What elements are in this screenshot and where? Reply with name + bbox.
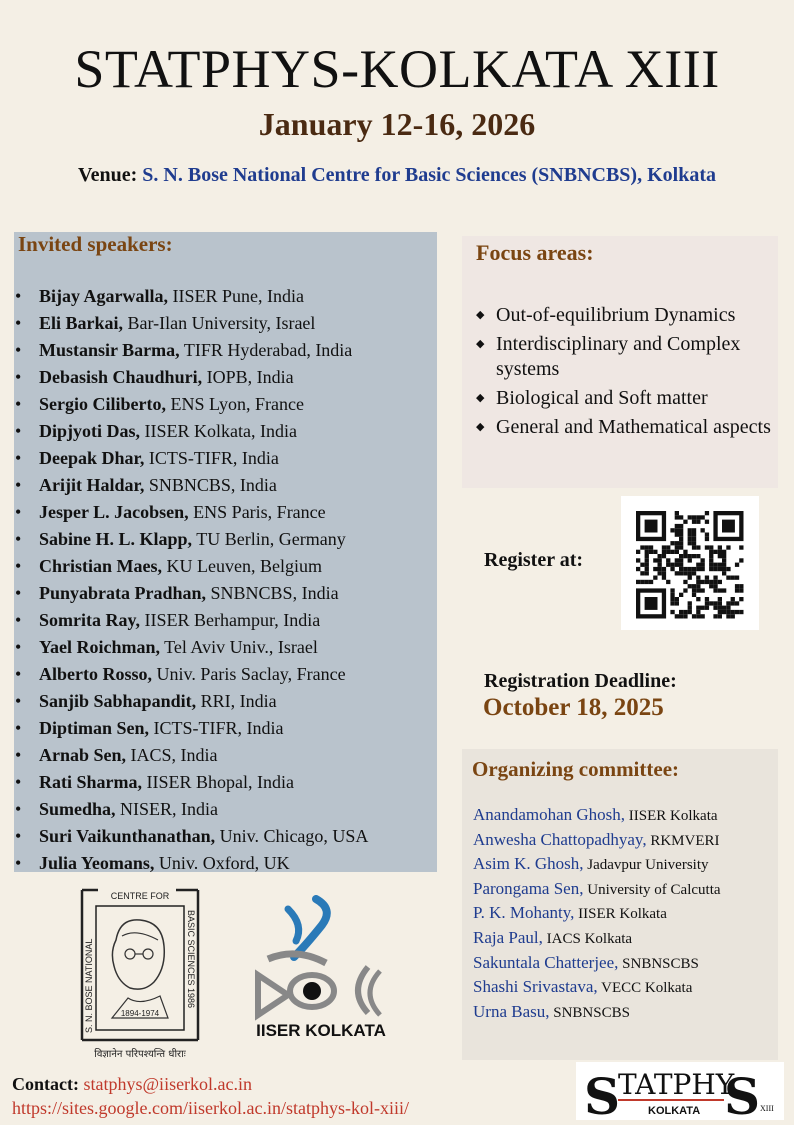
focus-list (474, 303, 774, 444)
committee-member (473, 829, 778, 854)
speaker-item (14, 636, 437, 663)
speaker-item (14, 690, 437, 717)
committee-member (473, 853, 778, 878)
organizing-committee-panel (462, 749, 778, 1060)
speaker-item (14, 825, 437, 852)
speaker-affiliation: TIFR Hyderabad, India (179, 340, 353, 360)
member-name: Urna Basu, (473, 1001, 550, 1021)
member-name: Sakuntala Chatterjee, (473, 952, 619, 972)
qr-code[interactable] (621, 496, 759, 630)
member-name: P. K. Mohanty, (473, 903, 575, 923)
speaker-affiliation: IACS, India (126, 745, 218, 765)
speaker-item (14, 474, 437, 501)
speaker-affiliation: ENS Lyon, France (165, 394, 304, 414)
iiser-kolkata-logo (248, 895, 394, 1043)
contact-label: Contact: (12, 1074, 79, 1094)
statphys-logo-sub: KOLKATA (648, 1105, 701, 1117)
event-dates: January 12-16, 2026 (258, 106, 536, 142)
focus-item: ◆ Out-of-equilibrium Dynamics (474, 303, 774, 328)
member-name: Anwesha Chattopadhyay, (473, 829, 647, 849)
speaker-name: Sabine H. L. Klapp, (39, 529, 193, 549)
snb-top-text: CENTRE FOR (110, 891, 170, 901)
venue-line (0, 164, 794, 187)
speaker-item (14, 366, 437, 393)
speaker-name: Arnab Sen, (39, 745, 127, 765)
member-affiliation: SNBNSCBS (618, 955, 699, 972)
member-affiliation: VECC Kolkata (597, 980, 693, 997)
member-affiliation: IISER Kolkata (574, 906, 667, 923)
member-affiliation: University of Calcutta (583, 881, 721, 898)
speaker-affiliation: IISER Pune, India (168, 286, 304, 306)
speaker-name: Julia Yeomans, (39, 853, 155, 873)
speaker-item (14, 285, 437, 312)
speaker-name: Christian Maes, (39, 556, 162, 576)
snb-motto-text: विज्ञानेन परिपश्यन्ति धीराः (94, 1049, 186, 1060)
speaker-item (14, 312, 437, 339)
speaker-name: Diptiman Sen, (39, 718, 150, 738)
speaker-affiliation: Bar-Ilan University, Israel (123, 313, 316, 333)
speaker-affiliation: ENS Paris, France (188, 502, 326, 522)
speaker-item (14, 501, 437, 528)
speaker-affiliation: SNBNCBS, India (144, 475, 277, 495)
speaker-item (14, 717, 437, 744)
committee-member (473, 902, 778, 927)
iiser-logo-text: IISER KOLKATA (256, 1021, 386, 1040)
focus-areas-heading: Focus areas: (476, 240, 594, 265)
member-name: Anandamohan Ghosh, (473, 805, 626, 824)
speaker-affiliation: SNBNCBS, India (206, 583, 339, 603)
register-label: Register at: (484, 549, 584, 571)
speaker-affiliation: IISER Kolkata, India (140, 421, 297, 441)
snbncbs-logo-icon (78, 888, 202, 1064)
speaker-item (14, 447, 437, 474)
member-affiliation: IACS Kolkata (542, 930, 633, 947)
committee-member (473, 804, 778, 829)
speaker-item (14, 744, 437, 771)
speaker-affiliation: IISER Bhopal, India (142, 772, 294, 792)
committee-member (473, 927, 778, 952)
speaker-item (14, 798, 437, 825)
focus-item: ◆ Interdisciplinary and Complex systems (474, 332, 774, 382)
snb-years-text: 1894-1974 (120, 1009, 160, 1018)
speaker-name: Arijit Haldar, (39, 475, 145, 495)
statphys-logo-icon (576, 1062, 784, 1120)
speaker-name: Debasish Chaudhuri, (39, 367, 203, 387)
speaker-name: Yael Roichman, (39, 637, 160, 657)
member-name: Raja Paul, (473, 927, 543, 947)
registration-deadline-label: Registration Deadline: (484, 670, 677, 692)
speaker-name: Somrita Ray, (39, 610, 140, 630)
speaker-affiliation: ICTS-TIFR, India (149, 718, 284, 738)
website-link[interactable]: https://sites.google.com/iiserkol.ac.in/statphys-kol-xiii/ (12, 1098, 409, 1118)
member-name: Asim K. Ghosh, (473, 854, 584, 874)
member-affiliation: IISER Kolkata (625, 808, 718, 824)
speaker-name: Alberto Rosso, (39, 664, 152, 684)
speaker-name: Sanjib Sabhapandit, (39, 691, 197, 711)
speaker-affiliation: TU Berlin, Germany (192, 529, 346, 549)
invited-speakers-panel (14, 232, 437, 872)
committee-member (473, 976, 778, 1001)
committee-member (473, 1001, 778, 1026)
registration-deadline-date: October 18, 2025 (483, 694, 664, 721)
committee-member (473, 952, 778, 977)
speaker-item (14, 420, 437, 447)
statphys-logo-s1: S (584, 1067, 621, 1120)
focus-item: ◆ General and Mathematical aspects (474, 415, 774, 440)
statphys-logo-word: TATPHY (618, 1068, 735, 1101)
venue-label: Venue: (78, 164, 138, 186)
focus-item: ◆ Biological and Soft matter (474, 386, 774, 411)
statphys-logo-s2: S (724, 1067, 761, 1120)
speaker-item (14, 663, 437, 690)
focus-areas-panel (462, 236, 778, 488)
speaker-list (14, 285, 437, 879)
speaker-name: Eli Barkai, (39, 313, 124, 333)
invited-speakers-heading: Invited speakers: (18, 232, 173, 256)
snb-right-text: BASIC SCIENCES 1986 (186, 910, 196, 1009)
organizing-committee-heading: Organizing committee: (472, 757, 680, 781)
venue-value: S. N. Bose National Centre for Basic Sciences (SNBNCBS), Kolkata (142, 164, 716, 186)
speaker-affiliation: Tel Aviv Univ., Israel (160, 637, 318, 657)
snbncbs-logo (78, 888, 202, 1064)
speaker-affiliation: Univ. Paris Saclay, France (152, 664, 346, 684)
contact-email-link[interactable]: statphys@iiserkol.ac.in (83, 1074, 253, 1094)
statphys-logo-num: XIII (760, 1104, 774, 1113)
statphys-logo (576, 1062, 784, 1120)
speaker-affiliation: ICTS-TIFR, India (144, 448, 279, 468)
speaker-name: Sumedha, (39, 799, 116, 819)
speaker-affiliation: KU Leuven, Belgium (162, 556, 322, 576)
speaker-item (14, 852, 437, 879)
speaker-name: Jesper L. Jacobsen, (39, 502, 189, 522)
member-name: Shashi Srivastava, (473, 977, 598, 997)
speaker-name: Suri Vaikunthanathan, (39, 826, 216, 846)
speaker-affiliation: NISER, India (115, 799, 219, 819)
speaker-affiliation: Univ. Oxford, UK (154, 853, 290, 873)
speaker-affiliation: Univ. Chicago, USA (215, 826, 369, 846)
speaker-item (14, 339, 437, 366)
member-affiliation: SNBNSCBS (549, 1004, 630, 1021)
committee-list (473, 804, 778, 1025)
speaker-item (14, 555, 437, 582)
contact-line (12, 1074, 252, 1095)
speaker-item (14, 393, 437, 420)
committee-member (473, 878, 778, 903)
qr-code-icon (621, 496, 759, 630)
speaker-item (14, 528, 437, 555)
speaker-name: Deepak Dhar, (39, 448, 145, 468)
snb-left-text: S. N. BOSE NATIONAL (84, 938, 94, 1033)
speaker-name: Rati Sharma, (39, 772, 142, 792)
speaker-affiliation: IISER Berhampur, India (140, 610, 321, 630)
speaker-item (14, 771, 437, 798)
speaker-affiliation: IOPB, India (202, 367, 294, 387)
page-title: STATPHYS-KOLKATA XIII (74, 39, 720, 99)
speaker-item (14, 609, 437, 636)
member-affiliation: RKMVERI (646, 832, 720, 849)
speaker-name: Punyabrata Pradhan, (39, 583, 207, 603)
speaker-name: Sergio Ciliberto, (39, 394, 166, 414)
speaker-name: Bijay Agarwalla, (39, 286, 168, 306)
speaker-affiliation: RRI, India (196, 691, 277, 711)
speaker-name: Mustansir Barma, (39, 340, 180, 360)
speaker-name: Dipjyoti Das, (39, 421, 141, 441)
member-name: Parongama Sen, (473, 878, 584, 898)
iiser-logo-icon (248, 895, 394, 1043)
member-affiliation: Jadavpur University (583, 857, 709, 874)
speaker-item (14, 582, 437, 609)
